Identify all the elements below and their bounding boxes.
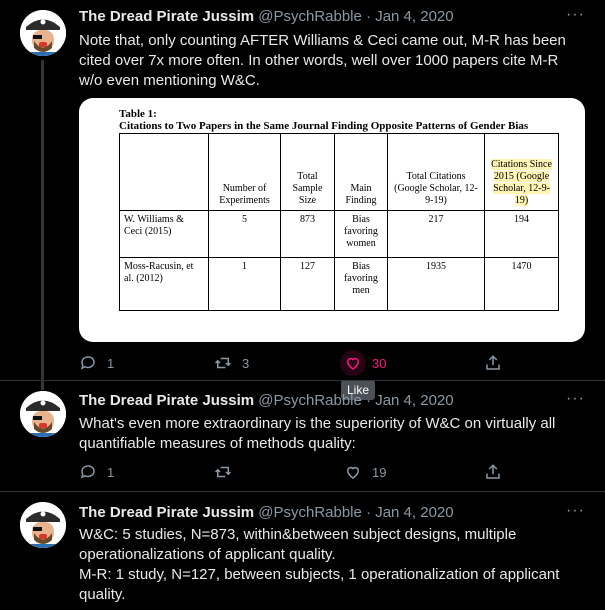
- like-icon: [344, 463, 362, 481]
- more-icon[interactable]: ···: [566, 6, 585, 23]
- reply-count: 1: [107, 464, 115, 480]
- retweet-button[interactable]: [214, 353, 249, 373]
- pirate-avatar: [20, 10, 66, 56]
- tweet-text-line1: W&C: 5 studies, N=873, within&between subject designs, multiple operationalizations of applicant quality.: [79, 526, 517, 563]
- timestamp[interactable]: Jan 4, 2020: [375, 8, 454, 25]
- table-cell: 194: [485, 211, 559, 258]
- share-icon: [484, 463, 502, 481]
- reply-icon: [79, 354, 97, 372]
- tweet-text: What's even more extraordinary is the superiority of W&C on virtually all quantifiable measures of methods quality:: [79, 415, 556, 452]
- dot-separator: ·: [366, 504, 372, 521]
- highlighted-header: Citations Since 2015 (Google Scholar, 12-9-19): [491, 159, 552, 206]
- timestamp[interactable]: Jan 4, 2020: [375, 392, 454, 409]
- table-header-cell: Total Citations (Google Scholar, 12-9-19): [388, 134, 485, 211]
- tweet-text: [79, 525, 584, 605]
- dot-separator: ·: [366, 8, 372, 25]
- table-row: [120, 258, 559, 311]
- reply-button[interactable]: [79, 462, 114, 482]
- table-header-cell: Main Finding: [335, 134, 388, 211]
- tweet-actions: [79, 462, 509, 482]
- table-header-cell: Number of Experiments: [209, 134, 281, 211]
- share-button[interactable]: [484, 353, 512, 373]
- reply-button[interactable]: [79, 353, 114, 373]
- like-button[interactable]: [344, 353, 386, 373]
- table-image[interactable]: [79, 98, 585, 342]
- tweet-header: [79, 504, 454, 521]
- thread-line: [41, 60, 44, 390]
- pirate-avatar: [20, 391, 66, 437]
- reply-count: 1: [107, 355, 115, 371]
- like-icon: [340, 350, 366, 376]
- share-icon: [484, 354, 502, 372]
- more-icon[interactable]: ···: [566, 390, 585, 407]
- handle[interactable]: @PsychRabble: [258, 504, 362, 521]
- table-header-cell: [485, 134, 559, 211]
- table-cell: W. Williams & Ceci (2015): [120, 211, 209, 258]
- retweet-count: 3: [242, 355, 250, 371]
- more-icon[interactable]: ···: [566, 502, 585, 519]
- avatar[interactable]: [20, 502, 66, 548]
- like-count: 19: [372, 464, 387, 480]
- handle[interactable]: @PsychRabble: [258, 392, 362, 409]
- table-cell: 5: [209, 211, 281, 258]
- like-count: 30: [372, 355, 387, 371]
- display-name[interactable]: The Dread Pirate Jussim: [79, 392, 255, 409]
- table-content: [119, 108, 559, 311]
- avatar[interactable]: [20, 10, 66, 56]
- tweet-2[interactable]: [0, 381, 605, 491]
- tweet-3[interactable]: [0, 492, 605, 610]
- reply-icon: [79, 463, 97, 481]
- display-name[interactable]: The Dread Pirate Jussim: [79, 504, 255, 521]
- timestamp[interactable]: Jan 4, 2020: [375, 504, 454, 521]
- tweet-header: [79, 392, 454, 409]
- tweet-text: Note that, only counting AFTER Williams & Ceci came out, M-R has been cited over 7x more often. In other words, well over 1000 papers cite M-R w/o even mentioning W&C.: [79, 32, 566, 89]
- display-name[interactable]: The Dread Pirate Jussim: [79, 8, 255, 25]
- table-cell: 1935: [388, 258, 485, 311]
- like-button[interactable]: [344, 462, 386, 482]
- tweet-text-line2: M-R: 1 study, N=127, between subjects, 1 operationalization of applicant quality.: [79, 566, 560, 603]
- retweet-icon: [214, 354, 232, 372]
- table-header-cell: [120, 134, 209, 211]
- like-tooltip: Like: [341, 380, 375, 400]
- table-cell: 1470: [485, 258, 559, 311]
- table-title: [119, 108, 559, 132]
- table-cell: Bias favoring men: [335, 258, 388, 311]
- table-title-line1: Table 1:: [119, 108, 157, 120]
- retweet-button[interactable]: [214, 462, 242, 482]
- table-cell: 217: [388, 211, 485, 258]
- tweet-header: [79, 8, 454, 25]
- table-cell: 1: [209, 258, 281, 311]
- retweet-icon: [214, 463, 232, 481]
- table-header-cell: Total Sample Size: [281, 134, 335, 211]
- citations-table: [119, 133, 559, 311]
- tweet-actions: [79, 353, 509, 373]
- table-cell: 873: [281, 211, 335, 258]
- table-title-line2: Citations to Two Papers in the Same Journal Finding Opposite Patterns of Gender Bias: [119, 120, 529, 132]
- table-header-row: [120, 134, 559, 211]
- table-cell: 127: [281, 258, 335, 311]
- avatar[interactable]: [20, 391, 66, 437]
- table-cell: Bias favoring women: [335, 211, 388, 258]
- table-row: [120, 211, 559, 258]
- table-cell: Moss-Racusin, et al. (2012): [120, 258, 209, 311]
- dot-separator: ·: [366, 392, 372, 409]
- pirate-avatar: [20, 502, 66, 548]
- handle[interactable]: @PsychRabble: [258, 8, 362, 25]
- share-button[interactable]: [484, 462, 512, 482]
